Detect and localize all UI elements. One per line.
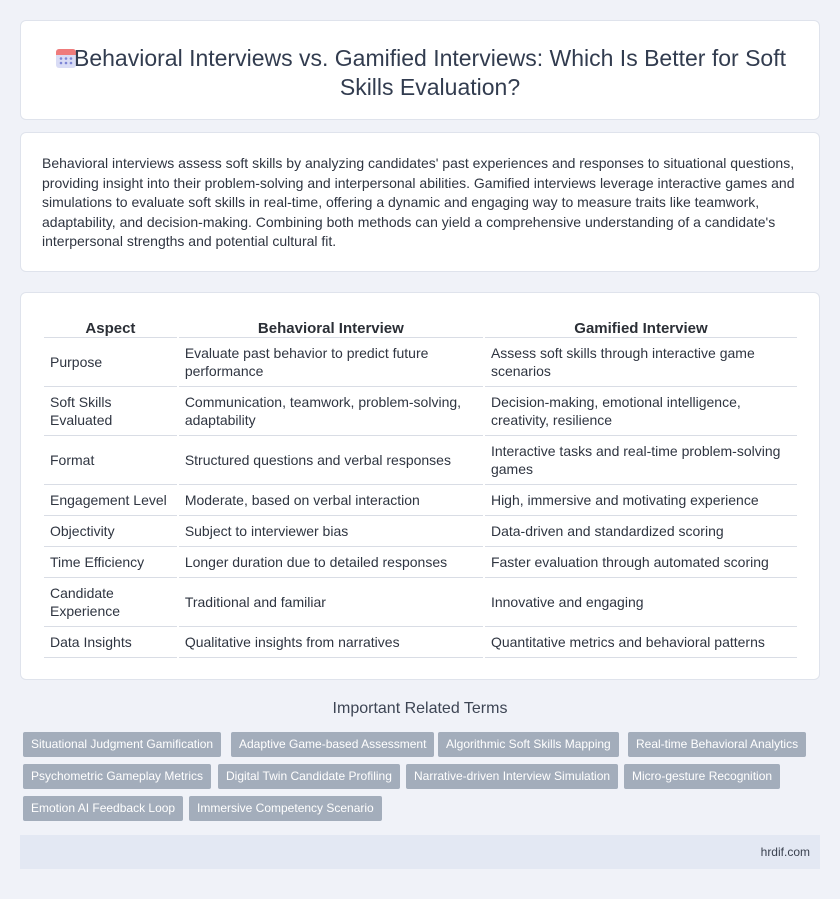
cell-behavioral: Qualitative insights from narratives <box>179 627 483 658</box>
cell-behavioral: Longer duration due to detailed responses <box>179 547 483 578</box>
cell-gamified: High, immersive and motivating experience <box>485 485 797 516</box>
cell-behavioral: Evaluate past behavior to predict future performance <box>179 338 483 387</box>
table-row <box>44 338 797 387</box>
table-row <box>44 485 797 516</box>
cell-behavioral: Subject to interviewer bias <box>179 516 483 547</box>
page-title: Behavioral Interviews vs. Gamified Interviews: Which Is Better for Soft Skills Evaluation? <box>74 45 786 100</box>
footer-site[interactable]: hrdif.com <box>760 845 810 859</box>
cell-gamified: Interactive tasks and real-time problem-solving games <box>485 436 797 485</box>
table-row <box>44 436 797 485</box>
title-card <box>20 20 820 120</box>
cell-gamified: Faster evaluation through automated scoring <box>485 547 797 578</box>
cell-aspect: Objectivity <box>44 516 177 547</box>
comparison-table <box>42 316 799 658</box>
term-tag[interactable]: Real-time Behavioral Analytics <box>628 732 806 757</box>
cell-behavioral: Communication, teamwork, problem-solving, adaptability <box>179 387 483 436</box>
cell-behavioral: Structured questions and verbal responses <box>179 436 483 485</box>
cell-gamified: Quantitative metrics and behavioral patterns <box>485 627 797 658</box>
term-tag[interactable]: Psychometric Gameplay Metrics <box>23 764 211 789</box>
term-tag[interactable]: Micro-gesture Recognition <box>624 764 780 789</box>
term-tag[interactable]: Digital Twin Candidate Profiling <box>218 764 400 789</box>
header-aspect: Aspect <box>44 316 177 338</box>
cell-gamified: Innovative and engaging <box>485 578 797 627</box>
cell-aspect: Engagement Level <box>44 485 177 516</box>
term-tag[interactable]: Immersive Competency Scenario <box>189 796 382 821</box>
table-row <box>44 547 797 578</box>
cell-aspect: Purpose <box>44 338 177 387</box>
cell-aspect: Time Efficiency <box>44 547 177 578</box>
term-tag[interactable]: Adaptive Game-based Assessment <box>231 732 434 757</box>
table-header-row <box>44 316 797 338</box>
table-row <box>44 387 797 436</box>
term-tag[interactable]: Algorithmic Soft Skills Mapping <box>438 732 619 757</box>
cell-aspect: Candidate Experience <box>44 578 177 627</box>
header-gamified: Gamified Interview <box>485 316 797 338</box>
cell-aspect: Data Insights <box>44 627 177 658</box>
term-tag[interactable]: Narrative-driven Interview Simulation <box>406 764 618 789</box>
cell-behavioral: Traditional and familiar <box>179 578 483 627</box>
cell-behavioral: Moderate, based on verbal interaction <box>179 485 483 516</box>
footer <box>20 835 820 869</box>
comparison-card <box>20 292 820 680</box>
term-tag[interactable]: Emotion AI Feedback Loop <box>23 796 183 821</box>
cell-gamified: Data-driven and standardized scoring <box>485 516 797 547</box>
header-behavioral: Behavioral Interview <box>179 316 483 338</box>
table-row <box>44 627 797 658</box>
intro-card <box>20 132 820 272</box>
table-row <box>44 578 797 627</box>
related-terms-heading: Important Related Terms <box>332 700 508 717</box>
term-tag[interactable]: Situational Judgment Gamification <box>23 732 221 757</box>
table-row <box>44 516 797 547</box>
cell-gamified: Assess soft skills through interactive game scenarios <box>485 338 797 387</box>
cell-gamified: Decision-making, emotional intelligence, creativity, resilience <box>485 387 797 436</box>
cell-aspect: Format <box>44 436 177 485</box>
intro-paragraph: Behavioral interviews assess soft skills by analyzing candidates' past experiences and responses to situational questions, providing insight into their problem-solving and interpersonal abilities. Gamified interviews leverage interactive games and simulations to evaluate soft skills in real-time, offering a dynamic and engaging way to measure traits like teamwork, adaptability, and decision-making. Combining both methods can yield a comprehensive understanding of a candidate's interpersonal strengths and potential cultural fit. <box>42 155 795 250</box>
cell-aspect: Soft Skills Evaluated <box>44 387 177 436</box>
